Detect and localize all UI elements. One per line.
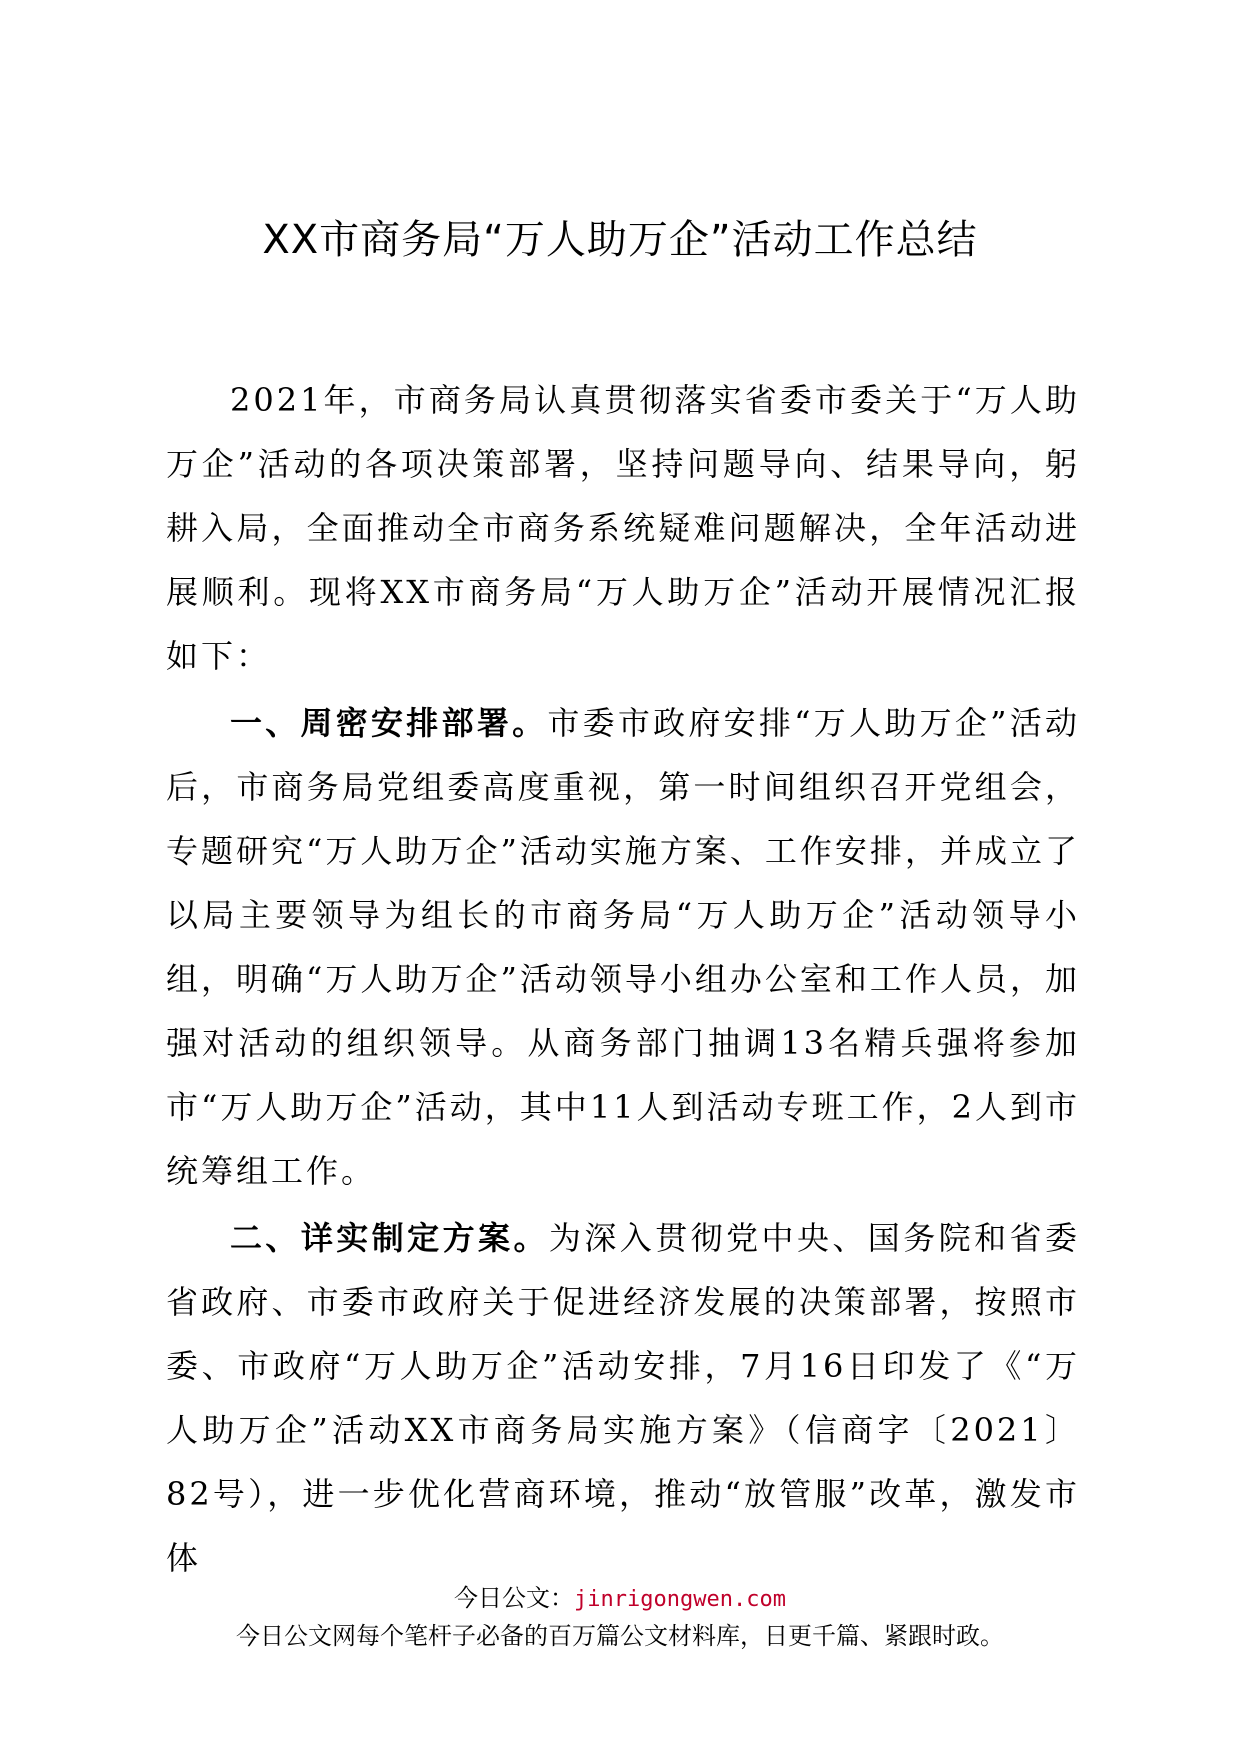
section-heading: 二、详实制定方案。 [230, 1219, 549, 1257]
document-title: XX市商务局“万人助万企”活动工作总结 [262, 217, 978, 263]
intro-paragraph: 2021年，市商务局认真贯彻落实省委市委关于“万人助万企”活动的各项决策部署，坚持问题导向、结果导向，躬耕入局，全面推动全市商务系统疑难问题解决，全年活动进展顺利。现将XX市商务局“万人助万企”活动开展情况汇报如下： [166, 381, 1080, 675]
footer-slogan: 今日公文网每个笔杆子必备的百万篇公文材料库，日更千篇、紧跟时政。 [236, 1622, 1004, 1650]
section-paragraph [166, 691, 1080, 1203]
document-body [166, 368, 1080, 1590]
footer-site-url[interactable]: jinrigongwen.com [574, 1587, 786, 1612]
section-text: 为深入贯彻党中央、国务院和省委省政府、市委市政府关于促进经济发展的决策部署，按照市委、市政府“万人助万企”活动安排，7月16日印发了《“万人助万企”活动XX市商务局实施方案》（信商字〔2021〕82号），进一步优化营商环境，推动“放管服”改革，激发市体 [166, 1219, 1080, 1577]
section-text: 市委市政府安排“万人助万企”活动后，市商务局党组委高度重视，第一时间组织召开党组会，专题研究“万人助万企”活动实施方案、工作安排，并成立了以局主要领导为组长的市商务局“万人助万企”活动领导小组，明确“万人助万企”活动领导小组办公室和工作人员，加强对活动的组织领导。从商务部门抽调13名精兵强将参加市“万人助万企”活动，其中11人到活动专班工作，2人到市统筹组工作。 [166, 704, 1080, 1190]
page-footer [0, 1580, 1240, 1654]
section-heading: 一、周密安排部署。 [230, 704, 548, 742]
footer-site-label: 今日公文： [454, 1584, 575, 1612]
section-paragraph [166, 1206, 1080, 1590]
footer-site-line [0, 1580, 1240, 1618]
